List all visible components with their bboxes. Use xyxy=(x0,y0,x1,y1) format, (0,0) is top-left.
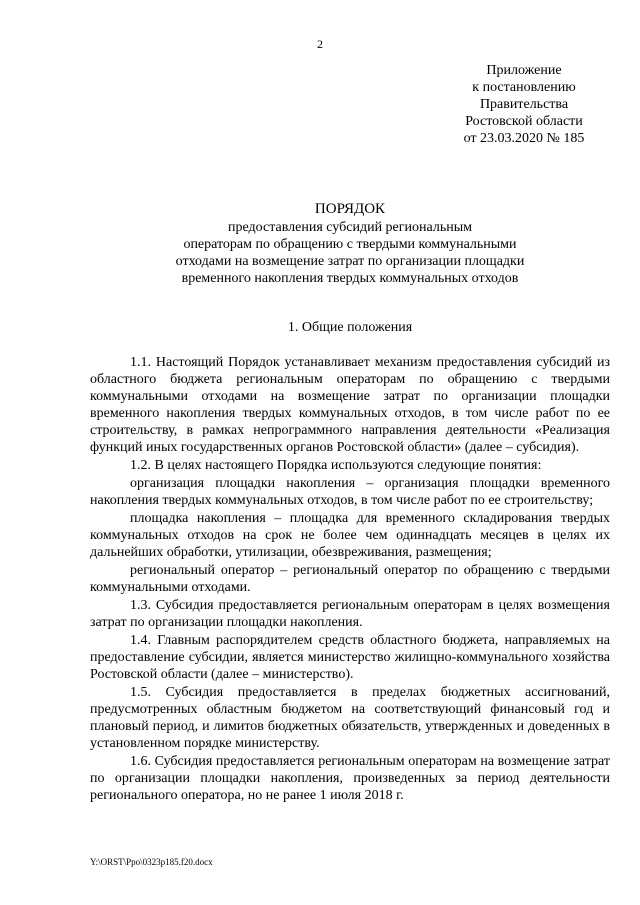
approval-line: от 23.03.2020 № 185 xyxy=(463,131,585,146)
paragraph: 1.1. Настоящий Порядок устанавливает механизм предоставления субсидий из областного бюджета региональным операторам по обращению с твердыми коммунальными отходами на возмещение затрат по организации площадки временного накопления твердых коммунальных отходов, в том числе работ по ее строительству, в рамках непрограммного направления деятельности «Реализация функций иных государственных органов Ростовской области» (далее – субсидия). xyxy=(90,355,610,455)
document-body xyxy=(90,354,610,804)
section-heading: 1. Общие положения xyxy=(287,320,413,335)
paragraph: 1.6. Субсидия предоставляется региональным операторам на возмещение затрат по организации площадки накопления, произведенных за период деятельности регионального оператора, но не ранее 1 июля 2018 г. xyxy=(90,754,610,803)
subtitle-line: операторам по обращению с твердыми коммунальными xyxy=(183,237,517,252)
document-title: ПОРЯДОК xyxy=(314,201,386,217)
approval-line: Правительства xyxy=(479,97,569,112)
document-subtitle xyxy=(0,219,640,287)
file-path-footer: Y:\ORST\Ppo\0323p185.f20.docx xyxy=(90,857,213,867)
approval-line: Ростовской области xyxy=(465,114,583,129)
subtitle-line: отходами на возмещение затрат по организации площадки xyxy=(175,254,525,269)
approval-stamp xyxy=(434,62,614,147)
paragraph: 1.2. В целях настоящего Порядка используются следующие понятия: xyxy=(130,458,542,473)
paragraph: организация площадки накопления – организация площадки временного накопления твердых коммунальных отходов, в том числе работ по ее строительству; xyxy=(90,476,610,508)
subtitle-line: предоставления субсидий региональным xyxy=(228,220,472,235)
paragraph: региональный оператор – региональный оператор по обращению с твердыми коммунальными отходами. xyxy=(90,563,610,595)
paragraph: 1.5. Субсидия предоставляется в пределах бюджетных ассигнований, предусмотренных областным бюджетом на соответствующий финансовый год и плановый период, и лимитов бюджетных обязательств, утвержденных и доведенных в установленном порядке министерству. xyxy=(90,685,610,751)
approval-line: к постановлению xyxy=(472,80,576,95)
subtitle-line: временного накопления твердых коммунальных отходов xyxy=(181,271,519,286)
paragraph: площадка накопления – площадка для временного складирования твердых коммунальных отходов на срок не более чем одиннадцать месяцев в целях их дальнейших обработки, утилизации, обезвреживания, размещения; xyxy=(90,511,610,560)
paragraph: 1.3. Субсидия предоставляется региональным операторам в целях возмещения затрат по организации площадки накопления. xyxy=(90,598,610,630)
paragraph: 1.4. Главным распорядителем средств областного бюджета, направляемых на предоставление субсидии, является министерство жилищно-коммунального хозяйства Ростовской области (далее – министерство). xyxy=(90,633,610,682)
page-number: 2 xyxy=(317,37,323,51)
approval-line: Приложение xyxy=(486,63,562,78)
